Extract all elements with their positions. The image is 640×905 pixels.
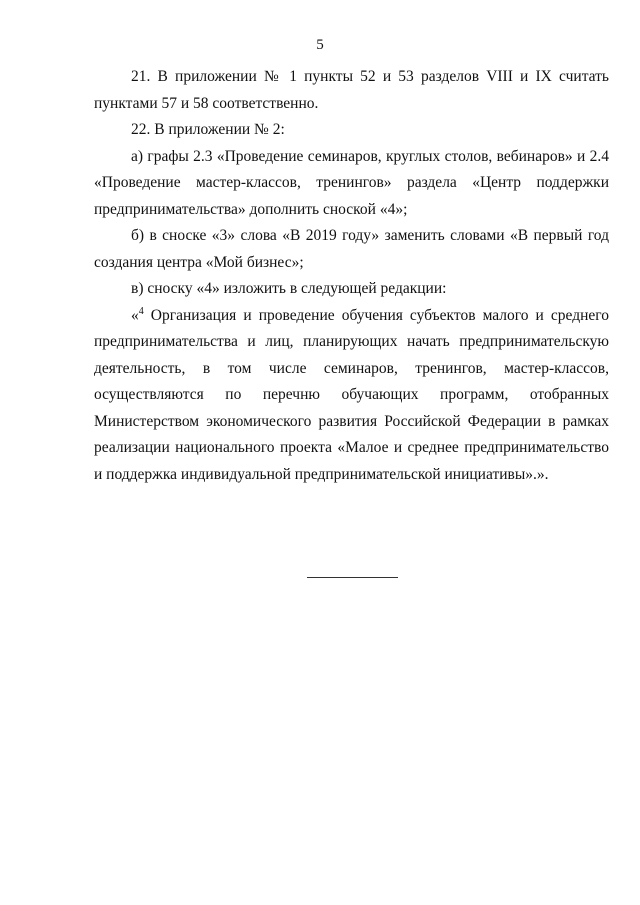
footnote-mark: 4: [138, 305, 144, 317]
document-body: [94, 64, 609, 488]
quote-text: Организация и проведение обучения субъектов малого и среднего предпринимательства и лиц, планирующих начать предпринимательскую деятельность, в том числе семинаров, тренингов, мастер-классов, осуществляются по перечню обучающих программ, отобранных Министерством экономического развития Российской Федерации в рамках реализации национального проекта «Малое и среднее предпринимательство и поддержка индивидуальной предпринимательской инициативы».».: [94, 306, 609, 483]
paragraph-22-v: в) сноску «4» изложить в следующей редакции:: [131, 280, 447, 297]
paragraph-21: 21. В приложении № 1 пункты 52 и 53 разделов VIII и IX считать пунктами 57 и 58 соответственно.: [94, 68, 609, 112]
page-number: 5: [316, 37, 324, 53]
paragraph-22-a: а) графы 2.3 «Проведение семинаров, круглых столов, вебинаров» и 2.4 «Проведение мастер-классов, тренингов» раздела «Центр поддержки предпринимательства» дополнить сноской «4»;: [94, 147, 609, 218]
footnote-quote: [94, 303, 609, 489]
paragraph-22-b: б) в сноске «3» слова «В 2019 году» заменить словами «В первый год создания центра «Мой бизнес»;: [94, 227, 609, 271]
end-of-text-rule: [307, 577, 398, 578]
quote-open-mark: «: [131, 306, 139, 324]
paragraph-22: 22. В приложении № 2:: [131, 121, 285, 138]
